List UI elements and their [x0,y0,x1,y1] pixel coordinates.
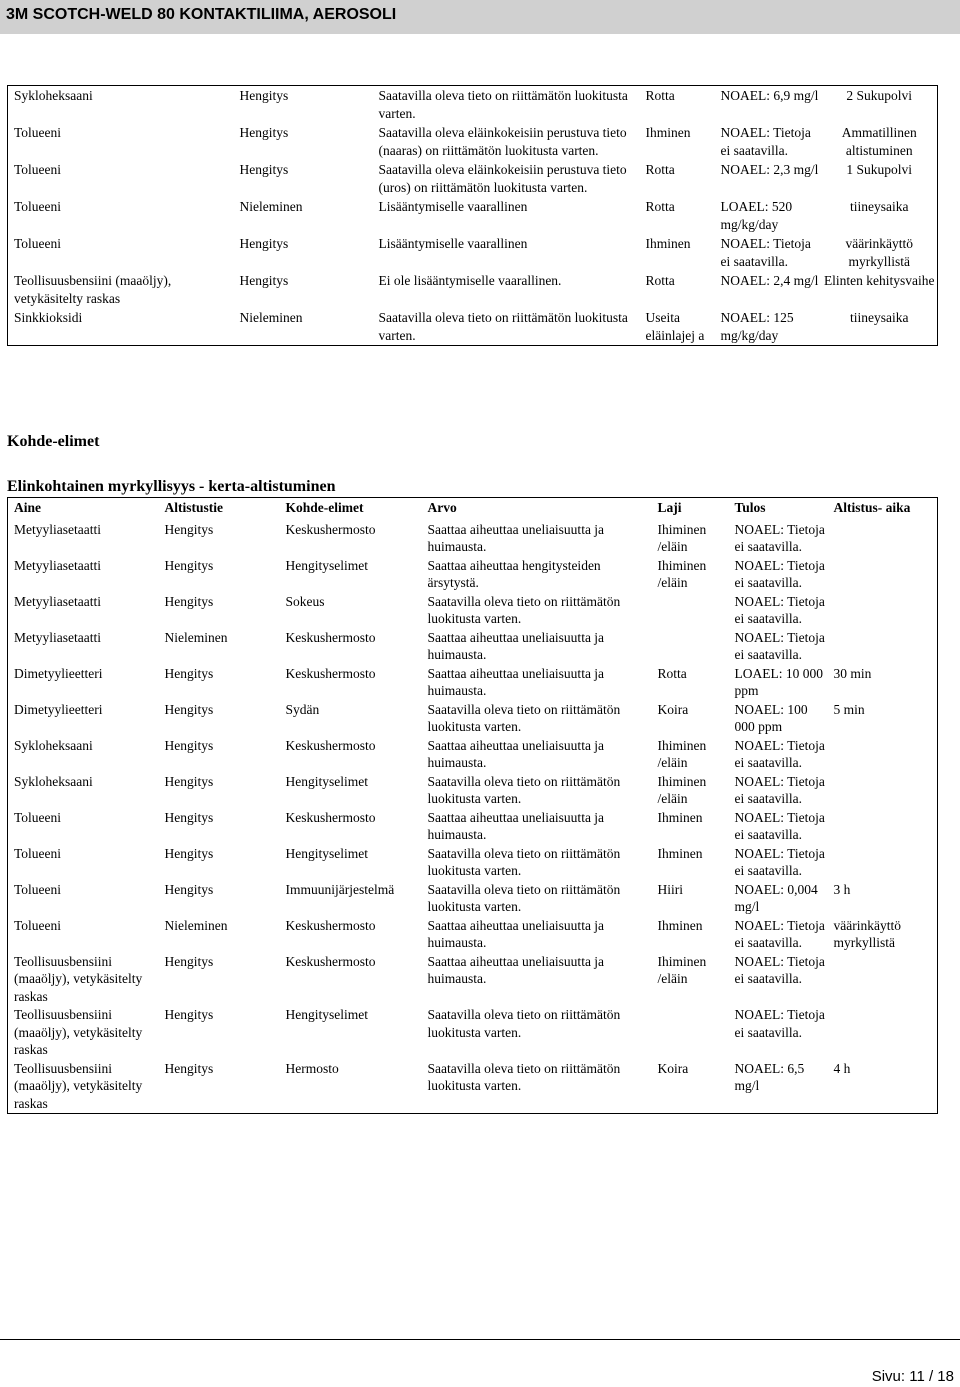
substance-cell: Tolueeni [14,236,62,251]
substance-cell: Metyyliasetaatti [14,557,101,573]
substance-cell: Tolueeni [14,881,62,897]
table-row [8,773,938,809]
species-cell: Rotta [645,273,675,288]
column-header: Aine [14,500,41,515]
route-cell: Hengitys [164,1007,214,1022]
footer-divider [0,1339,960,1340]
species-cell: Koira [657,1060,689,1076]
species-cell: Hiiri [657,881,683,897]
table-row [8,701,938,737]
target-organ-cell: Hengityselimet [285,1007,368,1022]
substance-cell: Tolueeni [14,199,62,214]
substance-cell: Metyyliasetaatti [14,629,101,645]
route-cell: Hengitys [164,809,214,825]
value-cell: Saatavilla oleva eläinkokeisiin perustuva tieto (uros) on riittämätön luokitusta varten. [378,162,627,195]
result-cell: NOAEL: Tietoja ei saatavilla. [734,845,825,878]
value-cell: Ei ole lisääntymiselle vaarallinen. [378,273,562,288]
result-cell: NOAEL: 2,4 mg/l [720,273,819,288]
exposure-cell: Ammatillinen altistuminen [841,125,917,158]
result-cell: NOAEL: Tietoja ei saatavilla. [734,737,825,770]
page-number: Sivu: 11 / 18 [871,1368,954,1385]
value-cell: Saatavilla oleva tieto on riittämätön luokitusta varten. [378,310,628,343]
substance-cell: Sykloheksaani [14,737,93,753]
species-cell [652,1006,729,1060]
result-cell: NOAEL: 100 000 ppm [734,701,808,734]
exposure-time-cell: väärinkäyttö myrkyllistä [833,917,901,950]
substance-cell: Dimetyylieetteri [14,665,103,681]
substance-cell: Sinkkioksidi [14,310,83,325]
species-cell: Ihiminen /eläin [657,953,707,986]
result-cell: NOAEL: Tietoja ei saatavilla. [734,629,825,662]
result-cell: NOAEL: 0,004 mg/l [734,881,818,914]
target-organ-cell: Sokeus [285,593,325,609]
substance-cell: Tolueeni [14,809,62,825]
target-organ-cell: Keskushermosto [285,737,376,753]
target-organ-cell: Hengityselimet [285,845,368,861]
exposure-time-cell [828,521,938,557]
exposure-time-cell [828,773,938,809]
result-cell: NOAEL: Tietoja ei saatavilla. [734,917,825,950]
target-organ-cell: Hengityselimet [285,557,368,573]
route-cell: Hengitys [239,88,289,103]
species-cell: Ihiminen /eläin [657,557,707,590]
reproductive-toxicity-table [7,85,938,346]
table-row [8,160,938,197]
target-organ-cell: Keskushermosto [285,917,376,933]
target-organ-cell: Keskushermosto [285,809,376,825]
exposure-time-cell [828,593,938,629]
route-cell: Hengitys [164,521,214,537]
value-cell: Saattaa aiheuttaa uneliaisuutta ja huimausta. [427,737,605,770]
route-cell: Hengitys [239,125,289,140]
table-header-row [8,498,938,521]
table-row [8,271,938,308]
target-organ-cell: Keskushermosto [285,521,376,537]
route-cell: Nieleminen [164,629,228,645]
substance-cell: Sykloheksaani [14,773,93,789]
table-row [8,881,938,917]
substance-cell: Teollisuusbensiini (maaöljy), vetykäsitelty raskas [14,1060,143,1111]
exposure-time-cell: 3 h [833,881,851,897]
value-cell: Lisääntymiselle vaarallinen [378,236,528,251]
exposure-cell: 2 Sukupolvi [846,88,913,103]
result-cell: NOAEL: Tietoja ei saatavilla. [734,593,825,626]
substance-cell: Tolueeni [14,162,62,177]
route-cell: Hengitys [164,845,214,861]
species-cell [652,629,729,665]
document-header [0,0,960,34]
route-cell: Hengitys [164,1060,214,1076]
table-row [8,917,938,953]
value-cell: Saattaa aiheuttaa uneliaisuutta ja huimausta. [427,917,605,950]
exposure-cell: väärinkäyttö myrkyllistä [845,236,913,269]
route-cell: Hengitys [164,593,214,609]
route-cell: Nieleminen [239,199,303,214]
column-header: Arvo [427,500,457,515]
column-header: Altistus- aika [833,500,911,515]
table-row [8,1060,938,1114]
table-row [8,521,938,557]
value-cell: Saattaa aiheuttaa uneliaisuutta ja huimausta. [427,953,605,986]
route-cell: Hengitys [164,557,214,573]
result-cell: LOAEL: 10 000 ppm [734,665,823,698]
table-row [8,737,938,773]
table-row [8,557,938,593]
substance-cell: Sykloheksaani [14,88,93,103]
value-cell: Saatavilla oleva tieto on riittämätön luokitusta varten. [427,845,621,878]
result-cell: NOAEL: Tietoja ei saatavilla. [734,521,825,554]
species-cell: Rotta [645,199,675,214]
exposure-time-cell: 30 min [833,665,872,681]
value-cell: Lisääntymiselle vaarallinen [378,199,528,214]
exposure-time-cell: 5 min [833,701,865,717]
column-header: Altistustie [164,500,223,515]
exposure-time-cell [828,557,938,593]
route-cell: Hengitys [164,953,214,969]
result-cell: LOAEL: 520 mg/kg/day [720,199,793,232]
result-cell: NOAEL: 6,5 mg/l [734,1060,805,1093]
species-cell: Rotta [645,162,675,177]
value-cell: Saatavilla oleva tieto on riittämätön luokitusta varten. [427,593,621,626]
value-cell: Saatavilla oleva tieto on riittämätön luokitusta varten. [378,88,628,121]
species-cell: Useita eläinlajej a [645,310,705,343]
result-cell: NOAEL: Tietoja ei saatavilla. [734,809,825,842]
target-organ-cell: Immuunijärjestelmä [285,881,395,897]
species-cell: Ihiminen /eläin [657,737,707,770]
species-cell: Ihminen [657,845,703,861]
species-cell: Rotta [645,88,675,103]
result-cell: NOAEL: Tietoja ei saatavilla. [720,236,811,269]
species-cell: Ihiminen /eläin [657,521,707,554]
species-cell: Rotta [657,665,687,681]
result-cell: NOAEL: 125 mg/kg/day [720,310,794,343]
route-cell: Hengitys [164,701,214,717]
table-row [8,953,938,1007]
species-cell: Ihminen [657,917,703,933]
document-title: 3M SCOTCH-WELD 80 KONTAKTILIIMA, AEROSOLI [6,6,397,23]
target-organ-cell: Keskushermosto [285,665,376,681]
result-cell: NOAEL: Tietoja ei saatavilla. [734,1007,825,1040]
exposure-cell: 1 Sukupolvi [846,162,913,177]
exposure-cell: Elinten kehitysvaihe [823,273,935,288]
exposure-time-cell [828,845,938,881]
substance-cell: Metyyliasetaatti [14,593,101,609]
substance-cell: Tolueeni [14,917,62,933]
route-cell: Hengitys [239,162,289,177]
column-header: Tulos [734,500,766,515]
value-cell: Saattaa aiheuttaa hengitysteiden ärsytystä. [427,557,601,590]
target-organ-cell: Hermosto [285,1060,339,1076]
substance-cell: Teollisuusbensiini (maaöljy), vetykäsitelty raskas [14,273,172,306]
substance-cell: Dimetyylieetteri [14,701,103,717]
route-cell: Nieleminen [164,917,228,933]
exposure-cell: tiineysaika [850,199,909,214]
target-organ-cell: Keskushermosto [285,953,376,969]
target-organ-cell: Sydän [285,701,320,717]
value-cell: Saattaa aiheuttaa uneliaisuutta ja huimausta. [427,665,605,698]
table-row [8,234,938,271]
table-row [8,845,938,881]
route-cell: Hengitys [164,773,214,789]
table-row [8,593,938,629]
value-cell: Saatavilla oleva tieto on riittämätön luokitusta varten. [427,773,621,806]
route-cell: Hengitys [164,737,214,753]
exposure-time-cell [828,953,938,1007]
route-cell: Hengitys [239,273,289,288]
value-cell: Saattaa aiheuttaa uneliaisuutta ja huimausta. [427,629,605,662]
table-row [8,86,938,124]
result-cell: NOAEL: Tietoja ei saatavilla. [734,557,825,590]
value-cell: Saattaa aiheuttaa uneliaisuutta ja huimausta. [427,521,605,554]
table-row [8,197,938,234]
value-cell: Saatavilla oleva tieto on riittämätön luokitusta varten. [427,881,621,914]
route-cell: Hengitys [164,665,214,681]
result-cell: NOAEL: Tietoja ei saatavilla. [734,773,825,806]
value-cell: Saatavilla oleva tieto on riittämätön luokitusta varten. [427,701,621,734]
species-cell: Koira [657,701,689,717]
exposure-time-cell [828,809,938,845]
value-cell: Saattaa aiheuttaa uneliaisuutta ja huimausta. [427,809,605,842]
species-cell: Ihminen [645,236,691,251]
value-cell: Saatavilla oleva tieto on riittämätön luokitusta varten. [427,1060,621,1093]
species-cell [652,593,729,629]
exposure-cell: tiineysaika [850,310,909,325]
species-cell: Ihminen [657,809,703,825]
section-title: Kohde-elimet [7,433,100,450]
result-cell: NOAEL: 6,9 mg/l [720,88,819,103]
column-header: Kohde-elimet [285,500,364,515]
species-cell: Ihiminen /eläin [657,773,707,806]
table-row [8,123,938,160]
substance-cell: Teollisuusbensiini (maaöljy), vetykäsitelty raskas [14,1007,143,1057]
table-row [8,308,938,346]
exposure-time-cell: 4 h [833,1060,851,1076]
subsection-title: Elinkohtainen myrkyllisyys - kerta-altistuminen [7,478,336,495]
substance-cell: Metyyliasetaatti [14,521,101,537]
result-cell: NOAEL: 2,3 mg/l [720,162,819,177]
value-cell: Saatavilla oleva tieto on riittämätön luokitusta varten. [427,1007,621,1040]
target-organ-toxicity-table [7,497,938,1114]
substance-cell: Tolueeni [14,125,62,140]
column-header: Laji [657,500,682,515]
exposure-time-cell [828,737,938,773]
value-cell: Saatavilla oleva eläinkokeisiin perustuva tieto (naaras) on riittämätön luokitusta varten. [378,125,627,158]
route-cell: Hengitys [239,236,289,251]
substance-cell: Tolueeni [14,845,62,861]
result-cell: NOAEL: Tietoja ei saatavilla. [720,125,811,158]
exposure-time-cell [828,629,938,665]
route-cell: Hengitys [164,881,214,897]
species-cell: Ihminen [645,125,691,140]
result-cell: NOAEL: Tietoja ei saatavilla. [734,953,825,986]
target-organ-cell: Hengityselimet [285,773,368,789]
route-cell: Nieleminen [239,310,303,325]
target-organ-cell: Keskushermosto [285,629,376,645]
table-row [8,1006,938,1060]
substance-cell: Teollisuusbensiini (maaöljy), vetykäsitelty raskas [14,953,143,1004]
exposure-time-cell [828,1006,938,1060]
table-row [8,809,938,845]
table-row [8,629,938,665]
table-row [8,665,938,701]
